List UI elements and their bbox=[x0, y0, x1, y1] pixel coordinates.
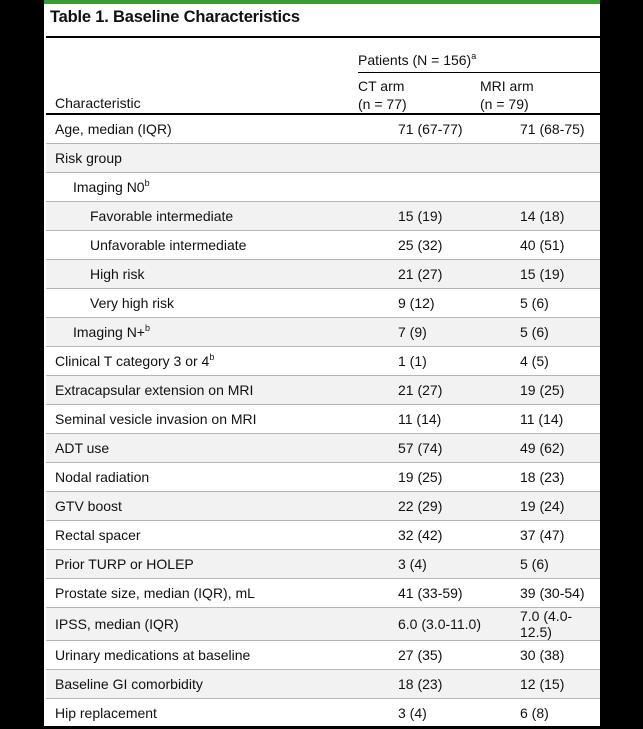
ct-arm-cell: 15 (19) bbox=[393, 202, 520, 231]
characteristic-cell bbox=[46, 260, 393, 289]
mri-arm-cell: 15 (19) bbox=[520, 260, 600, 289]
table-row bbox=[46, 318, 600, 347]
table-page bbox=[44, 0, 600, 726]
table-row bbox=[46, 202, 600, 231]
table-row bbox=[46, 463, 600, 492]
ct-arm-cell: 21 (27) bbox=[393, 376, 520, 405]
characteristic-label: Imaging N0 bbox=[73, 179, 145, 195]
title-rule bbox=[46, 36, 600, 38]
characteristic-cell bbox=[46, 641, 393, 670]
characteristic-cell bbox=[46, 463, 393, 492]
characteristic-cell bbox=[46, 550, 393, 579]
ct-arm-cell: 18 (23) bbox=[393, 670, 520, 699]
ct-arm-cell: 3 (4) bbox=[393, 550, 520, 579]
characteristic-label: GTV boost bbox=[55, 498, 122, 514]
mri-arm-cell: 37 (47) bbox=[520, 521, 600, 550]
characteristic-label: IPSS, median (IQR) bbox=[55, 616, 179, 632]
characteristic-cell bbox=[46, 144, 393, 173]
table-body bbox=[46, 115, 600, 728]
characteristic-label: Favorable intermediate bbox=[90, 208, 234, 224]
ct-arm-cell: 25 (32) bbox=[393, 231, 520, 260]
ct-arm-header bbox=[358, 77, 407, 113]
mri-arm-cell: 5 (6) bbox=[520, 318, 600, 347]
characteristic-cell bbox=[46, 115, 393, 144]
ct-arm-label: CT arm bbox=[358, 78, 405, 94]
characteristic-cell bbox=[46, 231, 393, 260]
characteristic-label: Extracapsular extension on MRI bbox=[55, 382, 254, 398]
table-row bbox=[46, 144, 600, 173]
characteristic-cell bbox=[46, 434, 393, 463]
characteristic-cell bbox=[46, 173, 393, 202]
characteristic-label: ADT use bbox=[55, 440, 110, 456]
ct-arm-cell: 11 (14) bbox=[393, 405, 520, 434]
table-row bbox=[46, 550, 600, 579]
ct-arm-n: (n = 77) bbox=[358, 96, 407, 112]
ct-arm-cell: 71 (67-77) bbox=[393, 115, 520, 144]
footnote-marker: b bbox=[144, 178, 150, 188]
table-row bbox=[46, 289, 600, 318]
mri-arm-cell bbox=[520, 144, 600, 173]
ct-arm-cell: 32 (42) bbox=[393, 521, 520, 550]
characteristic-label: Rectal spacer bbox=[55, 527, 141, 543]
mri-arm-n: (n = 79) bbox=[480, 96, 529, 112]
ct-arm-cell: 1 (1) bbox=[393, 347, 520, 376]
ct-arm-cell: 21 (27) bbox=[393, 260, 520, 289]
characteristic-cell bbox=[46, 579, 393, 608]
characteristic-header: Characteristic bbox=[55, 95, 141, 111]
characteristic-label: Prior TURP or HOLEP bbox=[55, 556, 194, 572]
mri-arm-cell: 14 (18) bbox=[520, 202, 600, 231]
mri-arm-cell: 71 (68-75) bbox=[520, 115, 600, 144]
mri-arm-header bbox=[480, 77, 534, 113]
table-row bbox=[46, 492, 600, 521]
patients-group-header bbox=[358, 51, 476, 69]
mri-arm-cell: 7.0 (4.0-12.5) bbox=[520, 608, 600, 641]
mri-arm-cell: 40 (51) bbox=[520, 231, 600, 260]
characteristic-label: Risk group bbox=[55, 150, 122, 166]
ct-arm-cell bbox=[393, 144, 520, 173]
mri-arm-cell: 5 (6) bbox=[520, 550, 600, 579]
characteristic-label: Unfavorable intermediate bbox=[90, 237, 247, 253]
characteristic-cell bbox=[46, 492, 393, 521]
top-accent-bar bbox=[44, 0, 600, 4]
table-row bbox=[46, 521, 600, 550]
mri-arm-cell: 19 (24) bbox=[520, 492, 600, 521]
characteristic-label: High risk bbox=[90, 266, 145, 282]
characteristic-label: Imaging N+ bbox=[73, 324, 145, 340]
characteristic-label: Age, median (IQR) bbox=[55, 121, 172, 137]
table-row bbox=[46, 376, 600, 405]
footnote-marker: b bbox=[144, 323, 150, 333]
patients-group-footnote: a bbox=[471, 51, 477, 61]
table-row bbox=[46, 405, 600, 434]
characteristic-cell bbox=[46, 376, 393, 405]
ct-arm-cell: 3 (4) bbox=[393, 699, 520, 729]
characteristic-label: Seminal vesicle invasion on MRI bbox=[55, 411, 257, 427]
table-row bbox=[46, 347, 600, 376]
ct-arm-cell: 6.0 (3.0-11.0) bbox=[393, 608, 520, 641]
ct-arm-cell: 22 (29) bbox=[393, 492, 520, 521]
mri-arm-label: MRI arm bbox=[480, 78, 534, 94]
ct-arm-cell: 19 (25) bbox=[393, 463, 520, 492]
footnote-marker: b bbox=[209, 352, 215, 362]
characteristic-cell bbox=[46, 608, 393, 641]
mri-arm-cell: 5 (6) bbox=[520, 289, 600, 318]
table-row bbox=[46, 699, 600, 729]
table-row bbox=[46, 670, 600, 699]
ct-arm-cell: 27 (35) bbox=[393, 641, 520, 670]
characteristic-label: Nodal radiation bbox=[55, 469, 150, 485]
characteristic-cell bbox=[46, 699, 393, 729]
group-underline bbox=[358, 72, 600, 73]
table-row bbox=[46, 579, 600, 608]
characteristic-cell bbox=[46, 521, 393, 550]
characteristic-cell bbox=[46, 202, 393, 231]
characteristic-cell bbox=[46, 670, 393, 699]
mri-arm-cell: 4 (5) bbox=[520, 347, 600, 376]
table-row bbox=[46, 115, 600, 144]
table-title: Table 1. Baseline Characteristics bbox=[50, 8, 300, 26]
mri-arm-cell bbox=[520, 173, 600, 202]
table-row bbox=[46, 641, 600, 670]
mri-arm-cell: 6 (8) bbox=[520, 699, 600, 729]
characteristic-cell bbox=[46, 347, 393, 376]
ct-arm-cell: 41 (33-59) bbox=[393, 579, 520, 608]
ct-arm-cell: 9 (12) bbox=[393, 289, 520, 318]
table-row bbox=[46, 608, 600, 641]
mri-arm-cell: 19 (25) bbox=[520, 376, 600, 405]
characteristic-label: Very high risk bbox=[90, 295, 175, 311]
mri-arm-cell: 11 (14) bbox=[520, 405, 600, 434]
ct-arm-cell: 57 (74) bbox=[393, 434, 520, 463]
mri-arm-cell: 12 (15) bbox=[520, 670, 600, 699]
table-row bbox=[46, 260, 600, 289]
patients-group-label: Patients (N = 156) bbox=[358, 52, 472, 68]
characteristic-cell bbox=[46, 289, 393, 318]
ct-arm-cell: 7 (9) bbox=[393, 318, 520, 347]
mri-arm-cell: 30 (38) bbox=[520, 641, 600, 670]
characteristic-label: Hip replacement bbox=[55, 705, 157, 721]
characteristic-label: Clinical T category 3 or 4 bbox=[55, 353, 210, 369]
table-row bbox=[46, 173, 600, 202]
characteristic-label: Prostate size, median (IQR), mL bbox=[55, 585, 255, 601]
characteristic-label: Urinary medications at baseline bbox=[55, 647, 251, 663]
mri-arm-cell: 39 (30-54) bbox=[520, 579, 600, 608]
ct-arm-cell bbox=[393, 173, 520, 202]
characteristic-cell bbox=[46, 405, 393, 434]
characteristic-cell bbox=[46, 318, 393, 347]
mri-arm-cell: 49 (62) bbox=[520, 434, 600, 463]
mri-arm-cell: 18 (23) bbox=[520, 463, 600, 492]
table-row bbox=[46, 434, 600, 463]
characteristics-table bbox=[46, 115, 600, 729]
characteristic-label: Baseline GI comorbidity bbox=[55, 676, 203, 692]
table-row bbox=[46, 231, 600, 260]
